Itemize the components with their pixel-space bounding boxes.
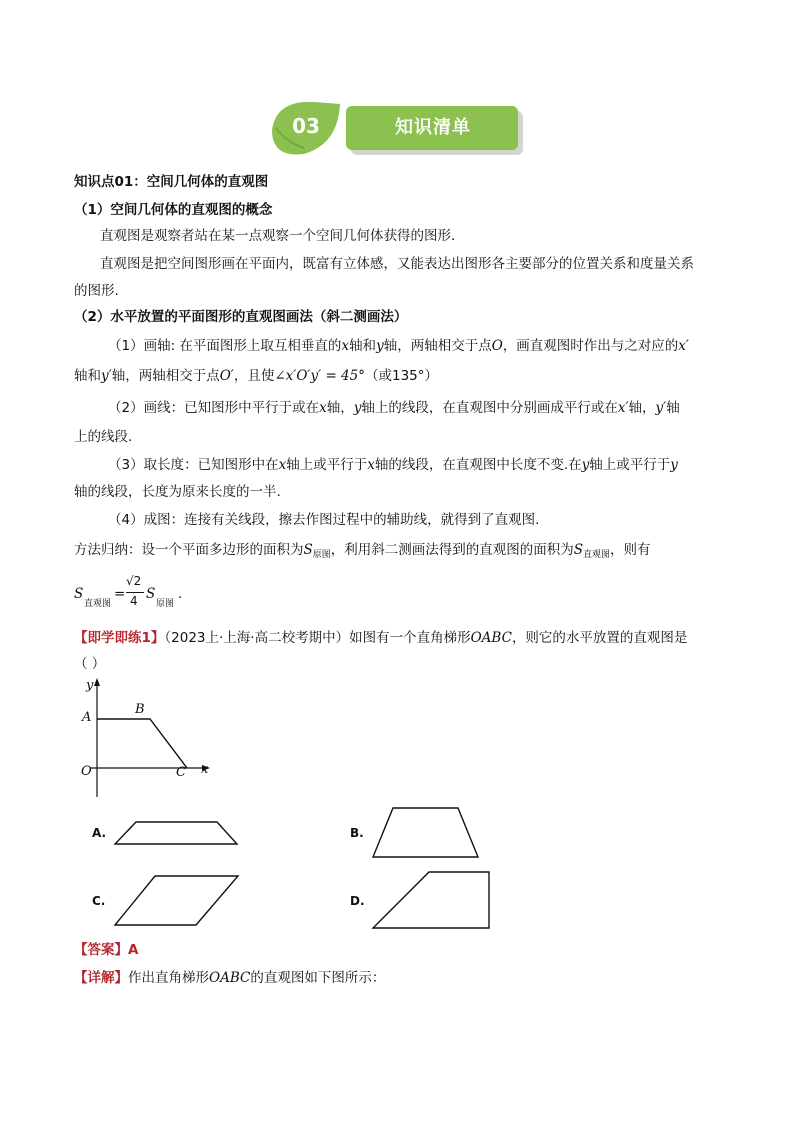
paragraph-2b: 的图形.: [74, 283, 119, 299]
header-number: 03: [292, 114, 320, 138]
method-summary: 方法归纳：设一个平面多边形的面积为$S_{原图}$，利用斜二测画法得到的直观图的面积为$S_{直观图}$，则有: [74, 542, 651, 560]
answer-line: 【答案】A: [74, 942, 139, 958]
label-point-b: B: [135, 702, 145, 717]
step-1-line-2: 轴和y′轴，两轴相交于点O′，且使∠x′O′y′ = 45°（或135°）: [74, 368, 439, 384]
option-c-label: C.: [92, 894, 106, 908]
exercise-prompt: 【即学即练1】（2023上·上海·高二校考期中）如图有一个直角梯形OABC，则它的水平放置的直观图是: [74, 630, 688, 646]
exercise-blank: （ ）: [74, 656, 106, 672]
option-b-label: B.: [350, 826, 364, 840]
step-3-line-2: 轴的线段，长度为原来长度的一半.: [74, 484, 281, 500]
paragraph-1: 直观图是观察者站在某一点观察一个空间几何体获得的图形.: [100, 228, 456, 244]
option-a-figure[interactable]: [110, 818, 245, 848]
option-a-label: A.: [92, 826, 107, 840]
header-title: 知识清单: [395, 117, 471, 138]
subsection-title-2: （2）水平放置的平面图形的直观图画法（斜二测画法）: [74, 309, 408, 325]
option-b-figure[interactable]: [368, 805, 483, 860]
label-y-axis: y: [86, 678, 94, 693]
step-1-line-1: （1）画轴: 在平面图形上取互相垂直的x轴和y轴，两轴相交于点O，画直观图时作出与之对应的x′: [108, 338, 689, 354]
section-title: 知识点01：空间几何体的直观图: [74, 174, 269, 190]
label-point-c: C: [176, 765, 186, 780]
paragraph-2a: 直观图是把空间图形画在平面内，既富有立体感，又能表达出图形各主要部分的位置关系和度量关系: [100, 256, 694, 272]
detail-line: 【详解】作出直角梯形OABC的直观图如下图所示：: [74, 970, 386, 986]
option-d-figure[interactable]: [368, 868, 496, 933]
label-origin: O: [81, 764, 92, 779]
step-2-line-2: 上的线段.: [74, 429, 133, 445]
label-point-a: A: [82, 710, 92, 725]
step-3-line-1: （3）取长度：已知图形中在x轴上或平行于x轴的线段，在直观图中长度不变.在y轴上或平行于y: [108, 457, 678, 473]
subsection-title-1: （1）空间几何体的直观图的概念: [74, 202, 273, 218]
step-2-line-1: （2）画线：已知图形中平行于或在x轴，y轴上的线段，在直观图中分别画成平行或在x′轴，y′轴: [108, 400, 680, 416]
trapezoid-figure: [70, 675, 230, 800]
label-x-axis: x: [201, 762, 209, 777]
option-c-figure[interactable]: [110, 872, 245, 928]
step-4: （4）成图：连接有关线段，擦去作图过程中的辅助线，就得到了直观图.: [108, 512, 540, 528]
option-d-label: D.: [350, 894, 365, 908]
